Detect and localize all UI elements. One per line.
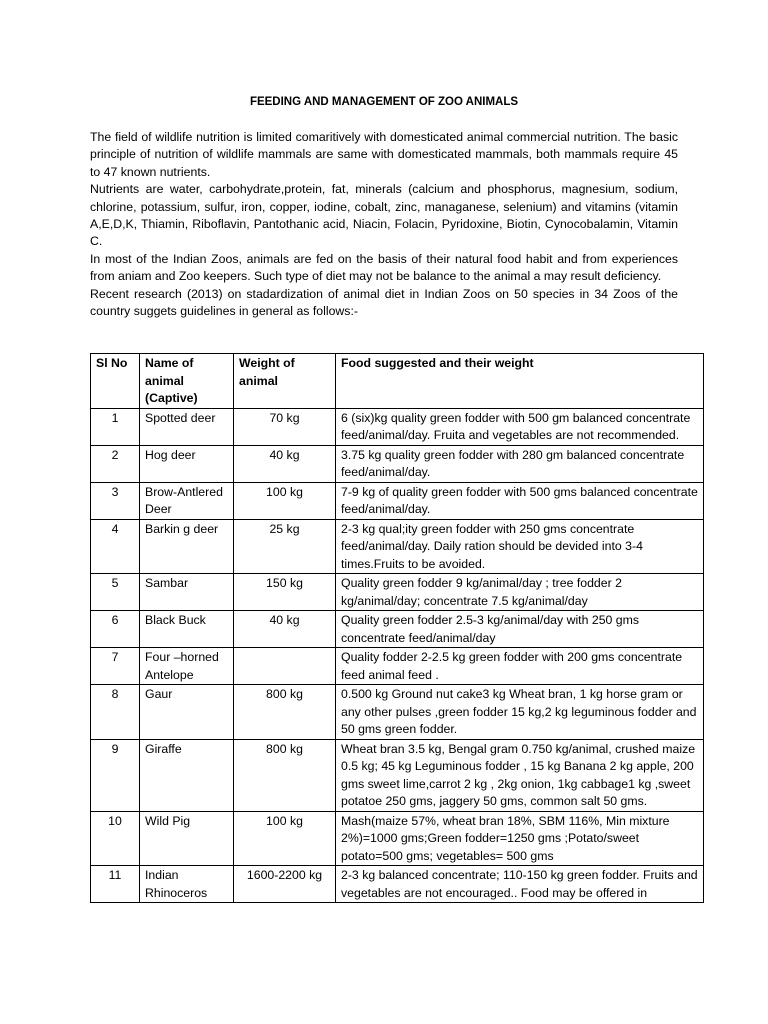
cell-animal-weight: 800 kg [234,739,336,811]
document-body [90,93,678,320]
cell-animal-weight: 40 kg [234,445,336,482]
cell-animal-name: Four –horned Antelope [140,648,234,685]
cell-sl-no: 4 [91,519,140,574]
table-row [91,739,704,811]
table-row [91,445,704,482]
cell-sl-no: 6 [91,611,140,648]
cell-animal-weight: 40 kg [234,611,336,648]
cell-food-suggested: Quality fodder 2-2.5 kg green fodder with 200 gms concentrate feed animal feed . [336,648,704,685]
cell-food-suggested: 6 (six)kg quality green fodder with 500 gm balanced concentrate feed/animal/day. Fruita and vegetables are not recommended. [336,408,704,445]
cell-food-suggested: Quality green fodder 9 kg/animal/day ; tree fodder 2 kg/animal/day; concentrate 7.5 kg/animal/day [336,574,704,611]
intro-paragraph-3: In most of the Indian Zoos, animals are fed on the basis of their natural food habit and from experiences from aniam and Zoo keepers. Such type of diet may not be balance to the animal a may result deficiency. [90,251,678,284]
cell-food-suggested: 2-3 kg balanced concentrate; 110-150 kg green fodder. Fruits and vegetables are not encouraged.. Food may be offered in [336,866,704,903]
cell-sl-no: 11 [91,866,140,903]
table-row [91,482,704,519]
cell-sl-no: 10 [91,811,140,866]
cell-animal-name: Indian Rhinoceros [140,866,234,903]
table-row [91,611,704,648]
intro-paragraph-4: Recent research (2013) on stadardization of animal diet in Indian Zoos on 50 species in 34 Zoos of the country suggets guidelines in general as follows:- [90,286,678,319]
cell-animal-name: Black Buck [140,611,234,648]
cell-animal-name: Giraffe [140,739,234,811]
cell-animal-name: Spotted deer [140,408,234,445]
table-row [91,408,704,445]
cell-sl-no: 3 [91,482,140,519]
table-header-row [91,354,704,409]
cell-animal-name: Sambar [140,574,234,611]
cell-animal-weight: 70 kg [234,408,336,445]
intro-paragraph-1: The field of wildlife nutrition is limited comaritively with domesticated animal commercial nutrition. The basic principle of nutrition of wildlife mammals are same with domesticated mammals, both mammals require 45 to 47 known nutrients. [90,130,678,179]
cell-sl-no: 5 [91,574,140,611]
cell-food-suggested: Quality green fodder 2.5-3 kg/animal/day with 250 gms concentrate feed/animal/day [336,611,704,648]
feeding-guidelines-table [90,353,704,903]
cell-food-suggested: Wheat bran 3.5 kg, Bengal gram 0.750 kg/animal, crushed maize 0.5 kg; 45 kg Leguminous fodder , 15 kg Banana 2 kg apple, 200 gms sweet lime,carrot 2 kg , 2kg onion, 1kg cabbage1 kg ,sweet potatoe 250 gms, jaggery 50 gms, common salt 50 gms. [336,739,704,811]
cell-food-suggested: 2-3 kg qual;ity green fodder with 250 gms concentrate feed/animal/day. Daily ration should be devided into 3-4 times.Fruits to be avoided. [336,519,704,574]
cell-sl-no: 1 [91,408,140,445]
header-animal-weight: Weight of animal [234,354,336,409]
cell-sl-no: 2 [91,445,140,482]
table-row [91,866,704,903]
header-food-suggested: Food suggested and their weight [336,354,704,409]
cell-animal-weight: 150 kg [234,574,336,611]
table-row [91,811,704,866]
cell-food-suggested: 7-9 kg of quality green fodder with 500 gms balanced concentrate feed/animal/day. [336,482,704,519]
cell-food-suggested: 3.75 kg quality green fodder with 280 gm balanced concentrate feed/animal/day. [336,445,704,482]
cell-animal-weight: 100 kg [234,811,336,866]
cell-food-suggested: Mash(maize 57%, wheat bran 18%, SBM 116%, Min mixture 2%)=1000 gms;Green fodder=1250 gms ;Potato/sweet potato=500 gms; vegetables= 500 gms [336,811,704,866]
table-row [91,648,704,685]
cell-animal-weight [234,648,336,685]
intro-paragraph-2: Nutrients are water, carbohydrate,protein, fat, minerals (calcium and phosphorus, magnesium, sodium, chlorine, potassium, sulfur, iron, copper, iodine, cobalt, zinc, managanese, selenium) and vitamins (vitamin A,E,D,K, Thiamin, Riboflavin, Pantothanic acid, Niacin, Folacin, Pyridoxine, Biotin, Cynocobalamin, Vitamin C. [90,182,678,249]
header-animal-name: Name of animal (Captive) [140,354,234,409]
cell-animal-weight: 25 kg [234,519,336,574]
table-row [91,519,704,574]
cell-animal-weight: 100 kg [234,482,336,519]
cell-animal-name: Gaur [140,685,234,740]
cell-sl-no: 7 [91,648,140,685]
cell-animal-weight: 800 kg [234,685,336,740]
cell-animal-name: Wild Pig [140,811,234,866]
cell-animal-name: Barkin g deer [140,519,234,574]
table-row [91,574,704,611]
cell-food-suggested: 0.500 kg Ground nut cake3 kg Wheat bran, 1 kg horse gram or any other pulses ,green fodder 15 kg,2 kg leguminous fodder and 50 gms green fodder. [336,685,704,740]
cell-sl-no: 8 [91,685,140,740]
header-sl-no: Sl No [91,354,140,409]
cell-animal-weight: 1600-2200 kg [234,866,336,903]
page-title: FEEDING AND MANAGEMENT OF ZOO ANIMALS [249,96,519,108]
cell-animal-name: Hog deer [140,445,234,482]
cell-animal-name: Brow-Antlered Deer [140,482,234,519]
table-row [91,685,704,740]
cell-sl-no: 9 [91,739,140,811]
